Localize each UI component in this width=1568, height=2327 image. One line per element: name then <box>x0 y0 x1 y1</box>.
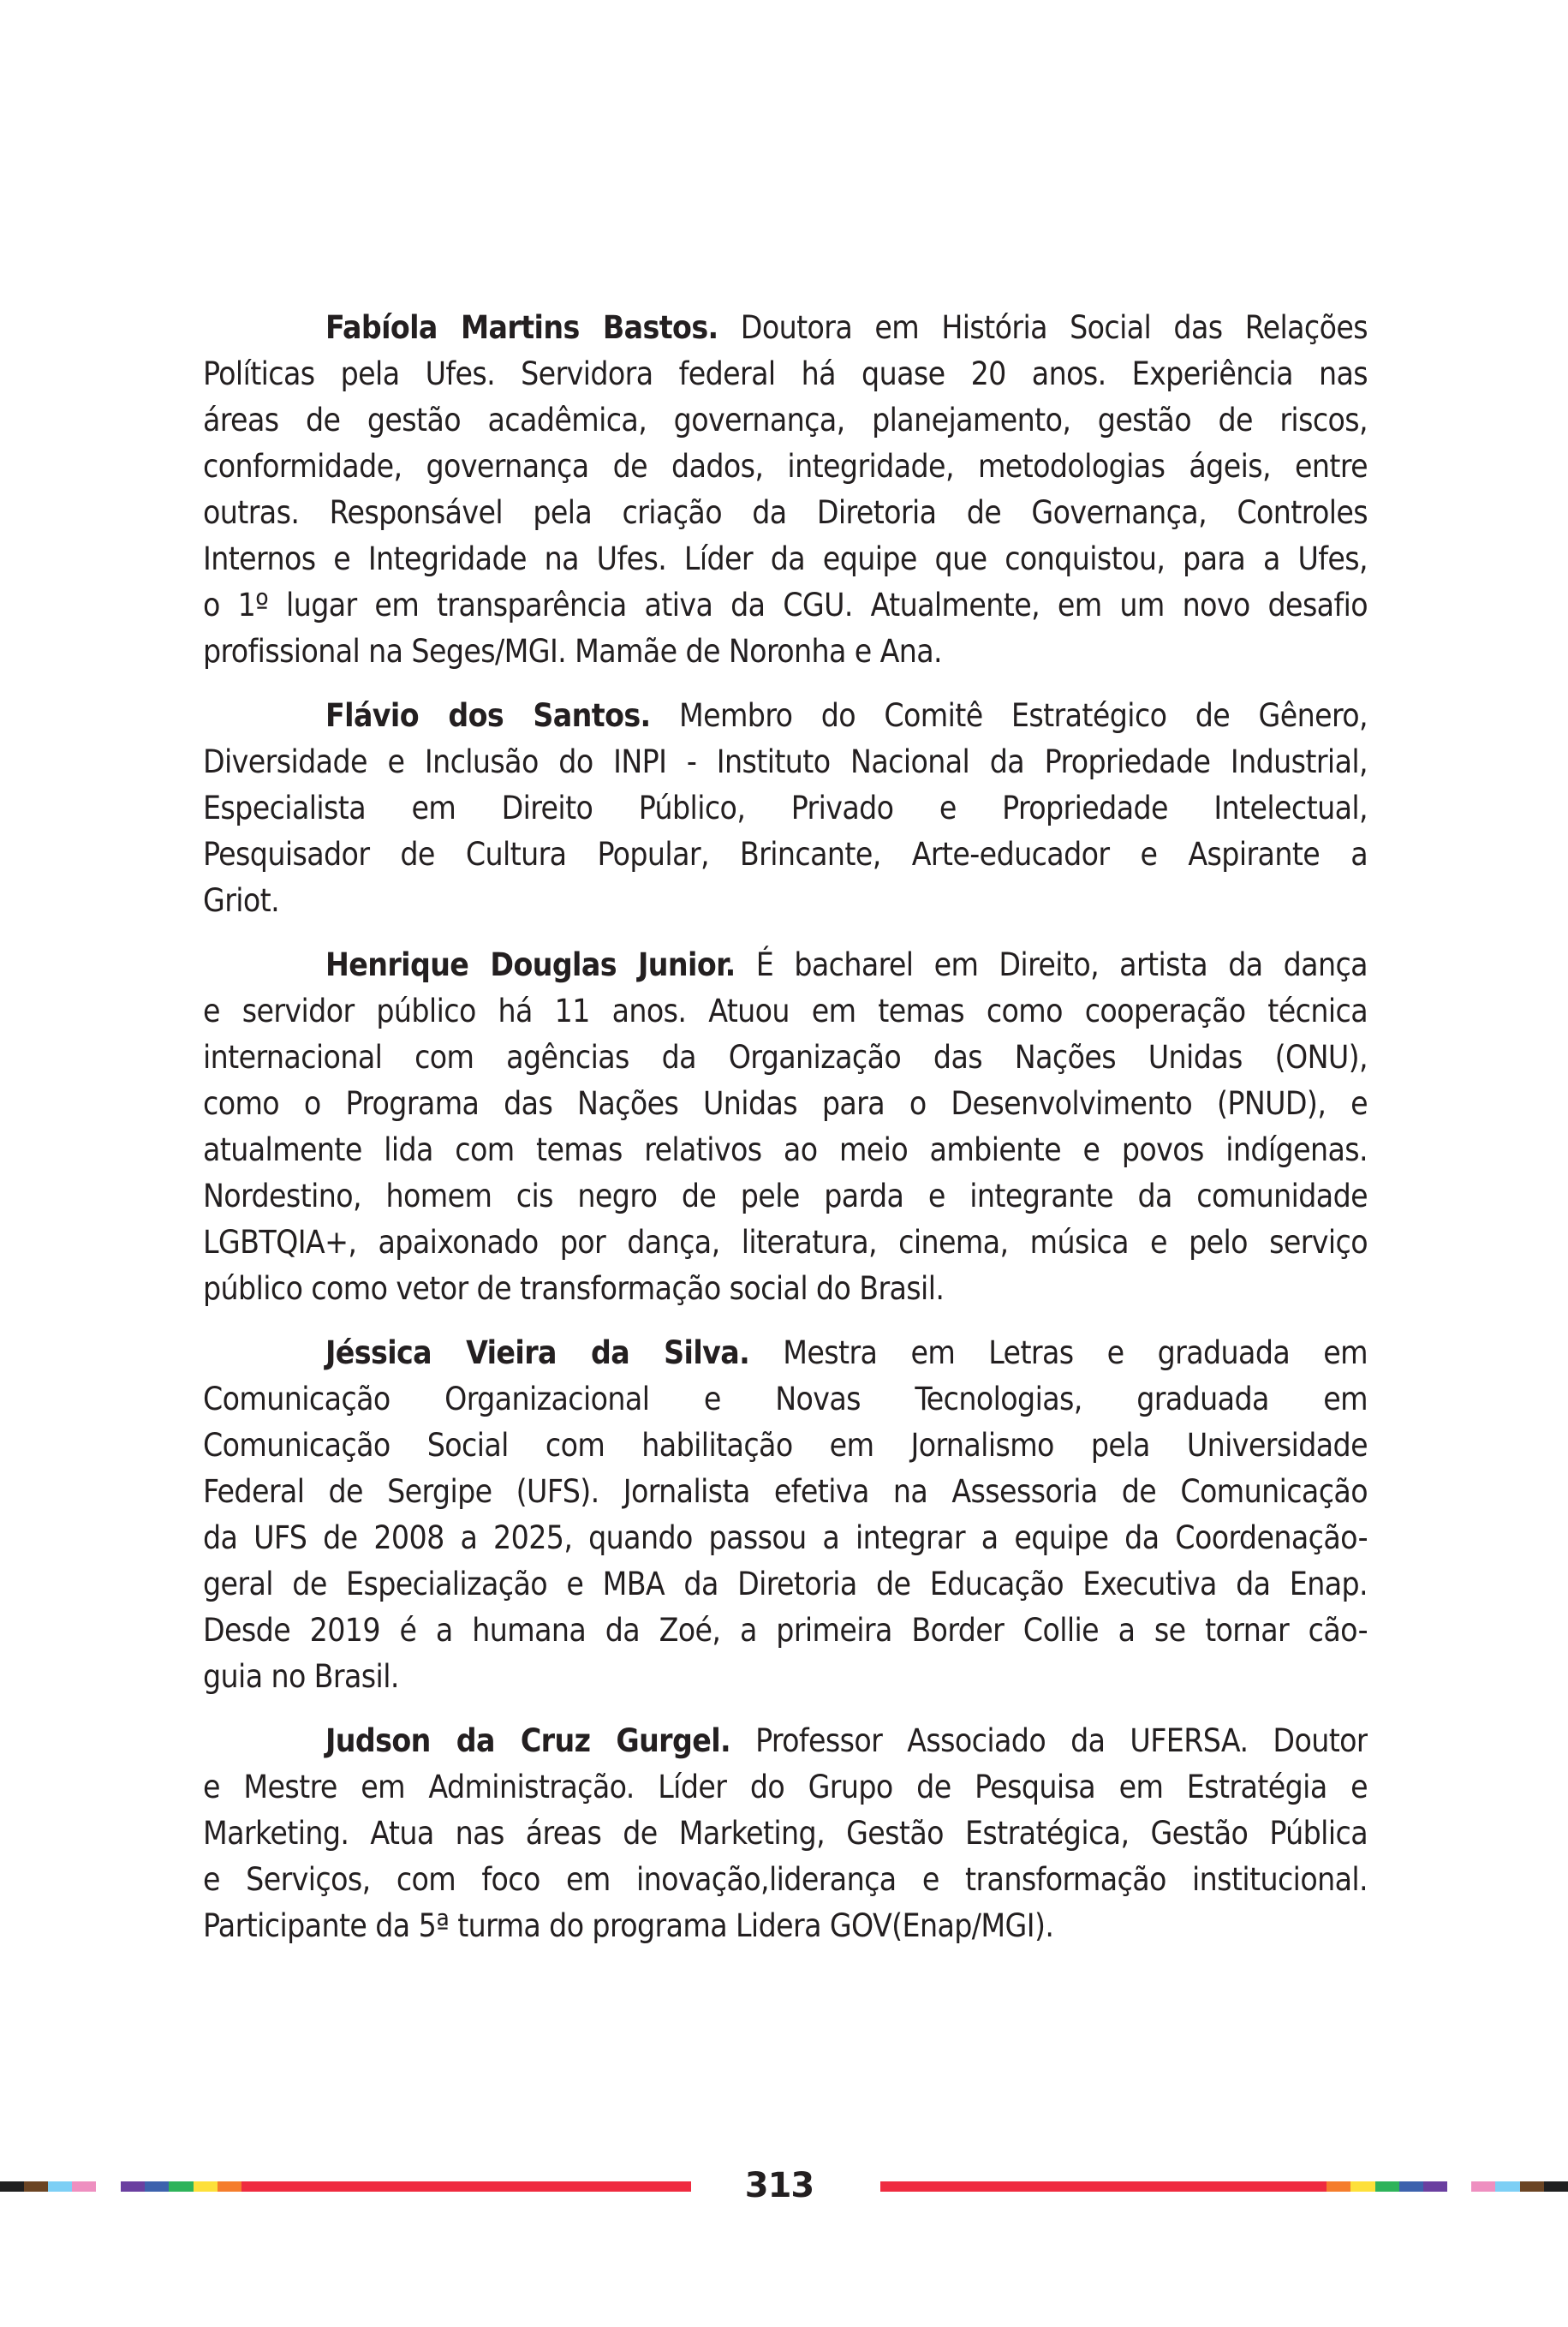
text-line: Diversidade e Inclusão do INPI - Instituto Nacional da Propriedade Industrial, <box>203 743 1368 780</box>
text-line: atualmente lida com temas relativos ao meio ambiente e povos indígenas. <box>203 1131 1368 1168</box>
text-line: Participante da 5ª turma do programa Lidera GOV(Enap/MGI). <box>203 1907 1054 1944</box>
text-line: áreas de gestão acadêmica, governança, planejamento, gestão de riscos, <box>203 402 1368 439</box>
text-line: o 1º lugar em transparência ativa da CGU. Atualmente, em um novo desafio <box>203 587 1368 624</box>
color-segment-green <box>1375 2181 1399 2192</box>
biography-text: Membro do Comitê Estratégico de Gênero, <box>650 697 1368 734</box>
color-segment-blue <box>1399 2181 1423 2192</box>
text-line: Internos e Integridade na Ufes. Líder da equipe que conquistou, para a Ufes, <box>203 540 1368 577</box>
color-segment-orange <box>218 2181 241 2192</box>
biography-paragraph <box>203 942 1368 1312</box>
person-name: Fabíola Martins Bastos. <box>325 309 718 346</box>
biography-paragraph <box>203 1718 1368 1949</box>
footer-color-bar-left <box>0 2181 691 2192</box>
color-segment-black <box>1544 2181 1568 2192</box>
text-line: e Serviços, com foco em inovação,liderança e transformação institucional. <box>203 1861 1368 1898</box>
text-line: LGBTQIA+, apaixonado por dança, literatura, cinema, música e pelo serviço <box>203 1224 1368 1261</box>
color-segment-purple <box>1423 2181 1447 2192</box>
person-name: Flávio dos Santos. <box>325 697 651 734</box>
text-line: Comunicação Organizacional e Novas Tecnologias, graduada em <box>203 1381 1368 1417</box>
color-segment-red <box>880 2181 1327 2192</box>
text-line: Políticas pela Ufes. Servidora federal há quase 20 anos. Experiência nas <box>203 355 1368 392</box>
text-line: Federal de Sergipe (UFS). Jornalista efetiva na Assessoria de Comunicação <box>203 1473 1368 1510</box>
color-segment-light-blue <box>48 2181 72 2192</box>
color-segment-yellow <box>1350 2181 1375 2192</box>
color-segment-pink <box>1471 2181 1495 2192</box>
footer-color-bar-right <box>880 2181 1568 2192</box>
color-segment-orange <box>1327 2181 1350 2192</box>
color-segment-blue <box>145 2181 169 2192</box>
text-line: outras. Responsável pela criação da Diretoria de Governança, Controles <box>203 494 1368 531</box>
text-line <box>203 942 1368 988</box>
person-name: Judson da Cruz Gurgel. <box>325 1722 731 1759</box>
biographies <box>203 305 1368 1967</box>
biography-text: Professor Associado da UFERSA. Doutor <box>730 1722 1368 1759</box>
page-number: 313 <box>744 2166 814 2205</box>
text-line: Nordestino, homem cis negro de pele parda e integrante da comunidade <box>203 1178 1368 1214</box>
biography-paragraph <box>203 693 1368 924</box>
color-segment-purple <box>121 2181 145 2192</box>
text-line: geral de Especialização e MBA da Diretoria de Educação Executiva da Enap. <box>203 1566 1368 1602</box>
color-segment-yellow <box>194 2181 218 2192</box>
text-line: Griot. <box>203 882 280 919</box>
color-segment-red <box>241 2181 691 2192</box>
text-line: público como vetor de transformação social do Brasil. <box>203 1270 945 1307</box>
text-line: conformidade, governança de dados, integridade, metodologias ágeis, entre <box>203 448 1368 485</box>
biography-text: Mestra em Letras e graduada em <box>749 1334 1368 1371</box>
biography-text: Doutora em História Social das Relações <box>718 309 1368 346</box>
color-segment-pink <box>72 2181 96 2192</box>
biography-paragraph <box>203 305 1368 675</box>
text-line <box>203 693 1368 739</box>
text-line: e Mestre em Administração. Líder do Grupo de Pesquisa em Estratégia e <box>203 1769 1368 1805</box>
text-line: Desde 2019 é a humana da Zoé, a primeira Border Collie a se tornar cão- <box>203 1612 1368 1649</box>
text-line <box>203 305 1368 351</box>
biography-paragraph <box>203 1330 1368 1700</box>
text-line: profissional na Seges/MGI. Mamãe de Noronha e Ana. <box>203 633 943 670</box>
color-segment-brown <box>24 2181 48 2192</box>
text-line: Pesquisador de Cultura Popular, Brincante, Arte-educador e Aspirante a <box>203 836 1368 873</box>
biography-text: É bacharel em Direito, artista da dança <box>735 946 1368 983</box>
color-segment-light-blue <box>1495 2181 1520 2192</box>
text-line: Especialista em Direito Público, Privado e Propriedade Intelectual, <box>203 790 1368 826</box>
color-segment-green <box>169 2181 194 2192</box>
person-name: Henrique Douglas Junior. <box>325 946 736 983</box>
text-line: internacional com agências da Organização das Nações Unidas (ONU), <box>203 1039 1368 1076</box>
text-line: guia no Brasil. <box>203 1658 399 1695</box>
color-segment-brown <box>1520 2181 1544 2192</box>
text-line: como o Programa das Nações Unidas para o Desenvolvimento (PNUD), e <box>203 1085 1368 1122</box>
text-line <box>203 1718 1368 1764</box>
text-line: da UFS de 2008 a 2025, quando passou a integrar a equipe da Coordenação- <box>203 1519 1368 1556</box>
text-line: Comunicação Social com habilitação em Jornalismo pela Universidade <box>203 1427 1368 1464</box>
text-line: Marketing. Atua nas áreas de Marketing, Gestão Estratégica, Gestão Pública <box>203 1815 1368 1852</box>
text-line <box>203 1330 1368 1376</box>
color-segment-black <box>0 2181 24 2192</box>
text-line: e servidor público há 11 anos. Atuou em temas como cooperação técnica <box>203 993 1368 1029</box>
person-name: Jéssica Vieira da Silva. <box>325 1334 750 1371</box>
